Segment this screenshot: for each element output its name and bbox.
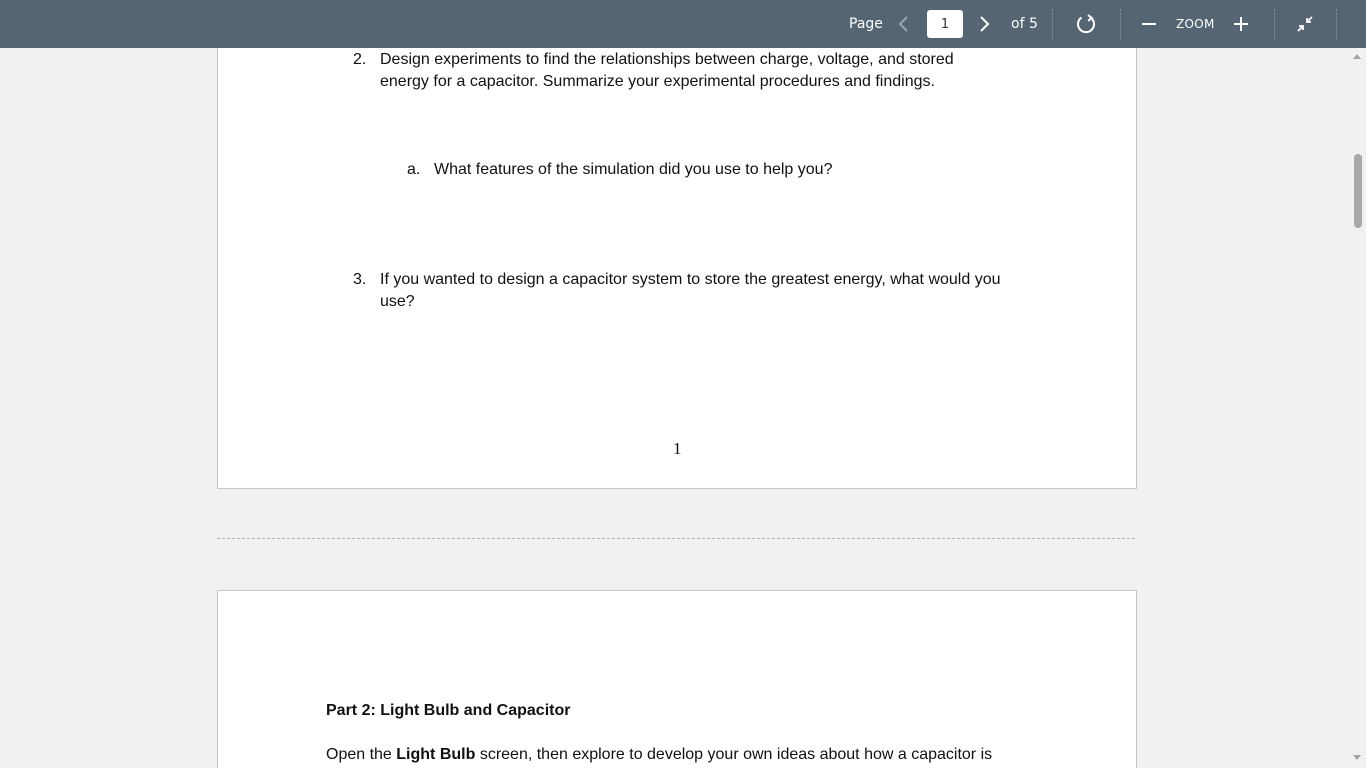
paragraph-text: Open the	[326, 746, 397, 763]
list-letter: a.	[407, 161, 421, 178]
question-text: If you wanted to design a capacitor system to store the greatest energy, what would you	[380, 271, 1001, 288]
zoom-label: ZOOM	[1176, 17, 1215, 31]
document-page	[217, 47, 1137, 489]
sub-question-text: What features of the simulation did you use to help you?	[434, 161, 833, 178]
section-heading: Part 2: Light Bulb and Capacitor	[326, 702, 571, 719]
scroll-thumb[interactable]	[1354, 154, 1362, 228]
paragraph	[326, 744, 992, 766]
toolbar-divider	[1120, 9, 1121, 39]
page-number: 1	[673, 439, 682, 458]
question-text: energy for a capacitor. Summarize your experimental procedures and findings.	[380, 73, 935, 90]
toolbar-divider	[1336, 9, 1337, 39]
page-label: Page	[849, 16, 883, 32]
list-number: 3.	[353, 271, 367, 288]
question-text: Design experiments to find the relationships between charge, voltage, and stored	[380, 51, 954, 68]
zoom-in-button[interactable]	[1230, 0, 1252, 48]
rotate-icon	[1075, 13, 1097, 35]
question-text: use?	[380, 293, 415, 310]
next-page-button[interactable]	[974, 0, 996, 48]
scroll-down-arrow-icon[interactable]	[1353, 755, 1361, 760]
toolbar-divider	[1052, 9, 1053, 39]
plus-icon	[1233, 16, 1249, 32]
paragraph-bold-text: Light Bulb	[396, 746, 476, 763]
total-pages-label: of 5	[1011, 16, 1038, 32]
exit-fullscreen-button[interactable]	[1292, 0, 1318, 48]
rotate-button[interactable]	[1072, 0, 1100, 48]
collapse-arrows-icon	[1295, 14, 1315, 34]
zoom-out-button[interactable]	[1138, 0, 1160, 48]
page-break-divider	[217, 538, 1135, 539]
pdf-toolbar	[0, 0, 1366, 48]
toolbar-divider	[1274, 9, 1275, 39]
chevron-left-icon	[897, 15, 909, 33]
document-page	[217, 590, 1137, 768]
chevron-right-icon	[979, 15, 991, 33]
list-number: 2.	[353, 51, 367, 68]
scroll-up-arrow-icon[interactable]	[1353, 54, 1361, 59]
vertical-scrollbar[interactable]	[1349, 48, 1366, 768]
minus-icon	[1141, 16, 1157, 32]
page-number-input[interactable]	[927, 10, 963, 38]
previous-page-button[interactable]	[892, 0, 914, 48]
paragraph-text: screen, then explore to develop your own ideas about how a capacitor is	[475, 746, 993, 763]
